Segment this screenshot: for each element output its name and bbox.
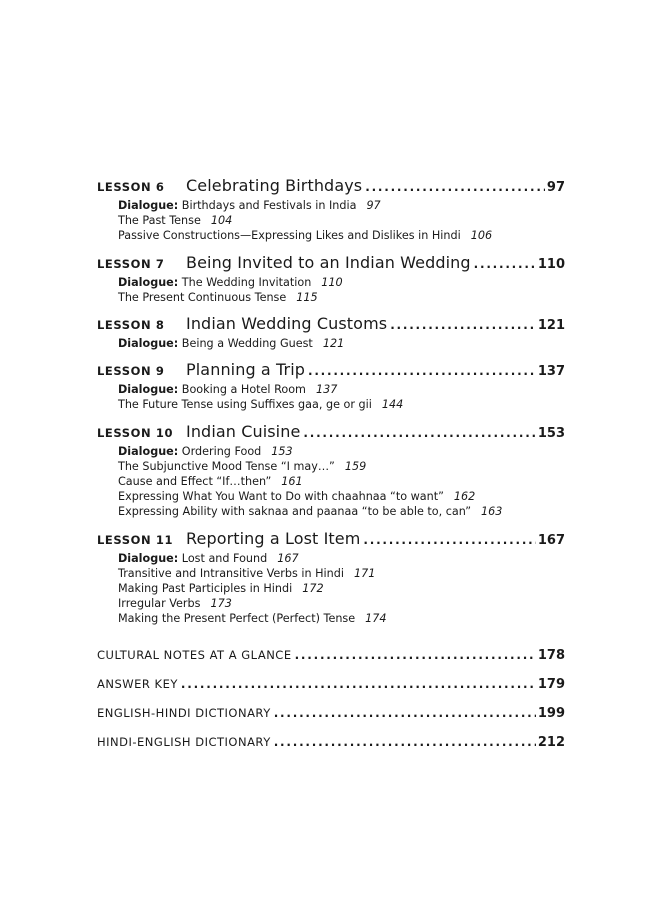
subitem-page: 171 (353, 566, 376, 580)
toc-subitem[interactable] (118, 504, 565, 519)
lesson-title: Being Invited to an Indian Wedding (186, 252, 471, 272)
subitem-page: 159 (344, 459, 367, 473)
back-matter (97, 648, 565, 764)
dot-leader (363, 533, 535, 547)
subitem-text: The Future Tense using Suffixes gaa, ge or gii (118, 398, 372, 412)
lesson-subitems (118, 444, 565, 520)
subitem-page: 106 (470, 229, 493, 243)
subitem-text: Passive Constructions—Expressing Likes and Dislikes in Hindi (118, 229, 461, 243)
toc-subitem[interactable] (118, 459, 565, 474)
lesson-page-number: 110 (537, 256, 565, 272)
lesson-heading[interactable] (97, 176, 565, 198)
subitem-page: 167 (277, 551, 299, 565)
subitem-page: 137 (315, 383, 338, 397)
toc-subitem[interactable] (118, 290, 565, 305)
dot-leader (274, 735, 536, 749)
back-matter-title: HINDI-ENGLISH DICTIONARY (97, 735, 271, 749)
dot-leader (181, 677, 536, 691)
lesson-number: LESSON 7 (97, 256, 165, 271)
subitem-text: Expressing Ability with saknaa and paanaa “to be able to, can” (118, 505, 472, 519)
dot-leader (274, 706, 536, 720)
subitem-text: Expressing What You Want to Do with chaahnaa “to want” (118, 490, 444, 504)
lesson-10 (97, 422, 565, 520)
lesson-page-number: 137 (537, 364, 565, 380)
subitem-page: 162 (453, 490, 476, 504)
lesson-subitems (118, 336, 565, 351)
lesson-number: LESSON 8 (97, 318, 165, 333)
subitem-page: 161 (281, 475, 303, 489)
back-matter-title: ANSWER KEY (97, 677, 178, 691)
lesson-heading[interactable] (97, 314, 565, 336)
subitem-prefix: Dialogue: (118, 199, 179, 212)
lesson-7 (97, 253, 565, 305)
back-matter-entry[interactable] (97, 706, 565, 735)
subitem-page: 174 (365, 612, 387, 626)
subitem-text: Lost and Found (178, 551, 268, 565)
subitem-page: 121 (322, 337, 345, 351)
subitem-prefix: Dialogue: (118, 551, 179, 565)
lesson-page-number: 121 (537, 318, 565, 334)
lesson-heading[interactable] (97, 253, 565, 275)
lesson-number: LESSON 11 (97, 532, 174, 547)
subitem-text: Cause and Effect “If…then” (118, 475, 272, 489)
back-matter-page: 212 (537, 735, 565, 750)
subitem-text: Transitive and Intransitive Verbs in Hindi (118, 566, 344, 580)
lesson-page-number: 97 (546, 180, 565, 195)
lesson-title: Indian Wedding Customs (186, 314, 388, 334)
lesson-8 (97, 314, 565, 351)
lesson-title: Reporting a Lost Item (186, 528, 361, 548)
dot-leader (308, 364, 536, 378)
subitem-prefix: Dialogue: (118, 383, 179, 397)
lesson-number: LESSON 9 (97, 364, 165, 379)
table-of-contents (97, 176, 565, 636)
subitem-text: Being a Wedding Guest (178, 337, 313, 351)
dot-leader (474, 257, 536, 271)
subitem-text: The Wedding Invitation (178, 275, 312, 289)
lesson-11 (97, 529, 565, 627)
subitem-page: 163 (481, 505, 503, 519)
lesson-subitems (118, 551, 565, 627)
toc-subitem[interactable] (118, 382, 565, 397)
lesson-heading[interactable] (97, 360, 565, 382)
toc-subitem[interactable] (118, 198, 565, 213)
lesson-title: Indian Cuisine (186, 421, 301, 441)
back-matter-entry[interactable] (97, 677, 565, 706)
toc-subitem[interactable] (118, 596, 565, 611)
toc-subitem[interactable] (118, 611, 565, 626)
subitem-text: The Present Continuous Tense (118, 290, 287, 304)
subitem-page: 144 (381, 398, 404, 412)
subitem-page: 104 (210, 214, 233, 228)
back-matter-entry[interactable] (97, 648, 565, 677)
dot-leader (303, 426, 535, 440)
dot-leader (390, 318, 536, 332)
lesson-heading[interactable] (97, 422, 565, 444)
subitem-page: 172 (302, 582, 324, 596)
subitem-text: Making Past Participles in Hindi (118, 582, 293, 596)
lesson-title: Celebrating Birthdays (186, 176, 363, 195)
back-matter-page: 178 (537, 648, 565, 663)
subitem-text: Ordering Food (178, 444, 262, 458)
back-matter-entry[interactable] (97, 735, 565, 764)
lesson-page-number: 167 (537, 532, 565, 548)
lesson-6 (97, 176, 565, 244)
toc-subitem[interactable] (118, 213, 565, 228)
subitem-page: 110 (321, 275, 343, 289)
toc-subitem[interactable] (118, 275, 565, 290)
back-matter-title: CULTURAL NOTES AT A GLANCE (97, 648, 292, 662)
subitem-page: 153 (271, 444, 293, 458)
lesson-9 (97, 360, 565, 412)
lesson-subitems (118, 275, 565, 305)
lesson-number: LESSON 6 (97, 180, 165, 194)
subitem-text: Birthdays and Festivals in India (178, 199, 357, 212)
lesson-heading[interactable] (97, 529, 565, 551)
subitem-prefix: Dialogue: (118, 337, 179, 351)
toc-subitem[interactable] (118, 228, 565, 243)
lesson-subitems (118, 382, 565, 412)
dot-leader (365, 180, 545, 194)
toc-subitem[interactable] (118, 551, 565, 566)
lesson-page-number: 153 (537, 425, 565, 441)
back-matter-page: 179 (537, 677, 565, 692)
subitem-prefix: Dialogue: (118, 275, 179, 289)
back-matter-page: 199 (537, 706, 565, 721)
subitem-prefix: Dialogue: (118, 444, 179, 458)
lesson-number: LESSON 10 (97, 425, 174, 440)
toc-subitem[interactable] (118, 489, 565, 504)
dot-leader (295, 648, 536, 662)
subitem-text: Irregular Verbs (118, 597, 201, 611)
subitem-text: The Subjunctive Mood Tense “I may…” (118, 459, 335, 473)
subitem-page: 97 (366, 199, 381, 212)
subitem-page: 173 (210, 597, 232, 611)
toc-subitem[interactable] (118, 444, 565, 459)
toc-subitem[interactable] (118, 336, 565, 351)
subitem-text: Making the Present Perfect (Perfect) Tense (118, 612, 356, 626)
lesson-subitems (118, 198, 565, 244)
subitem-text: Booking a Hotel Room (178, 383, 306, 397)
lesson-title: Planning a Trip (186, 360, 305, 380)
back-matter-title: ENGLISH-HINDI DICTIONARY (97, 706, 271, 720)
toc-subitem[interactable] (118, 581, 565, 596)
toc-subitem[interactable] (118, 474, 565, 489)
toc-subitem[interactable] (118, 397, 565, 412)
subitem-text: The Past Tense (118, 214, 201, 228)
subitem-page: 115 (296, 290, 318, 304)
toc-subitem[interactable] (118, 566, 565, 581)
